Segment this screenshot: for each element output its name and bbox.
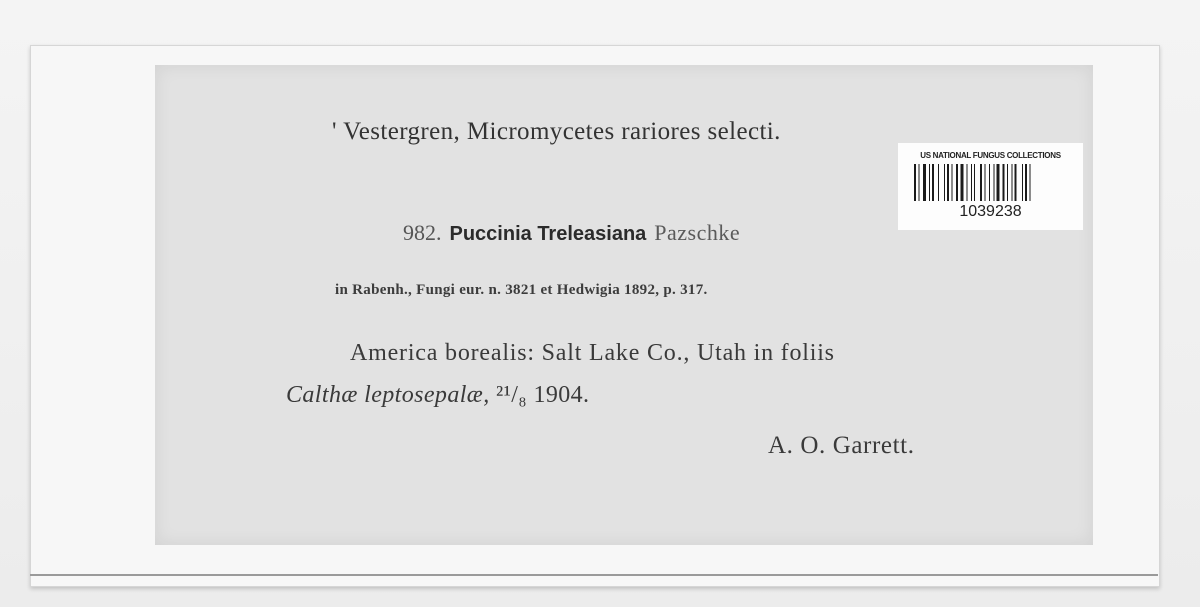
barcode-bars (914, 164, 1069, 201)
collector-name: A. O. Garrett. (768, 432, 915, 459)
collection-date: ²¹/₈ 1904. (496, 382, 590, 408)
barcode-number: 1039238 (959, 203, 1022, 220)
barcode-tag (898, 143, 1083, 230)
exsiccata-number: 982. (403, 220, 442, 245)
barcode-institution: US NATIONAL FUNGUS COLLECTIONS (920, 151, 1061, 160)
exsiccata-entry (403, 220, 740, 246)
envelope-fold-line (30, 574, 1158, 576)
series-title: ' Vestergren, Micromycetes rariores selecti. (332, 118, 781, 145)
host-name: Calthæ leptosepalæ, (286, 382, 490, 408)
species-name: Puccinia Treleasiana (449, 223, 647, 245)
species-author: Pazschke (654, 220, 741, 245)
locality-text: America borealis: Salt Lake Co., Utah in foliis (350, 340, 835, 366)
literature-citation: in Rabenh., Fungi eur. n. 3821 et Hedwigia 1892, p. 317. (335, 282, 708, 298)
host-and-date (286, 382, 589, 409)
